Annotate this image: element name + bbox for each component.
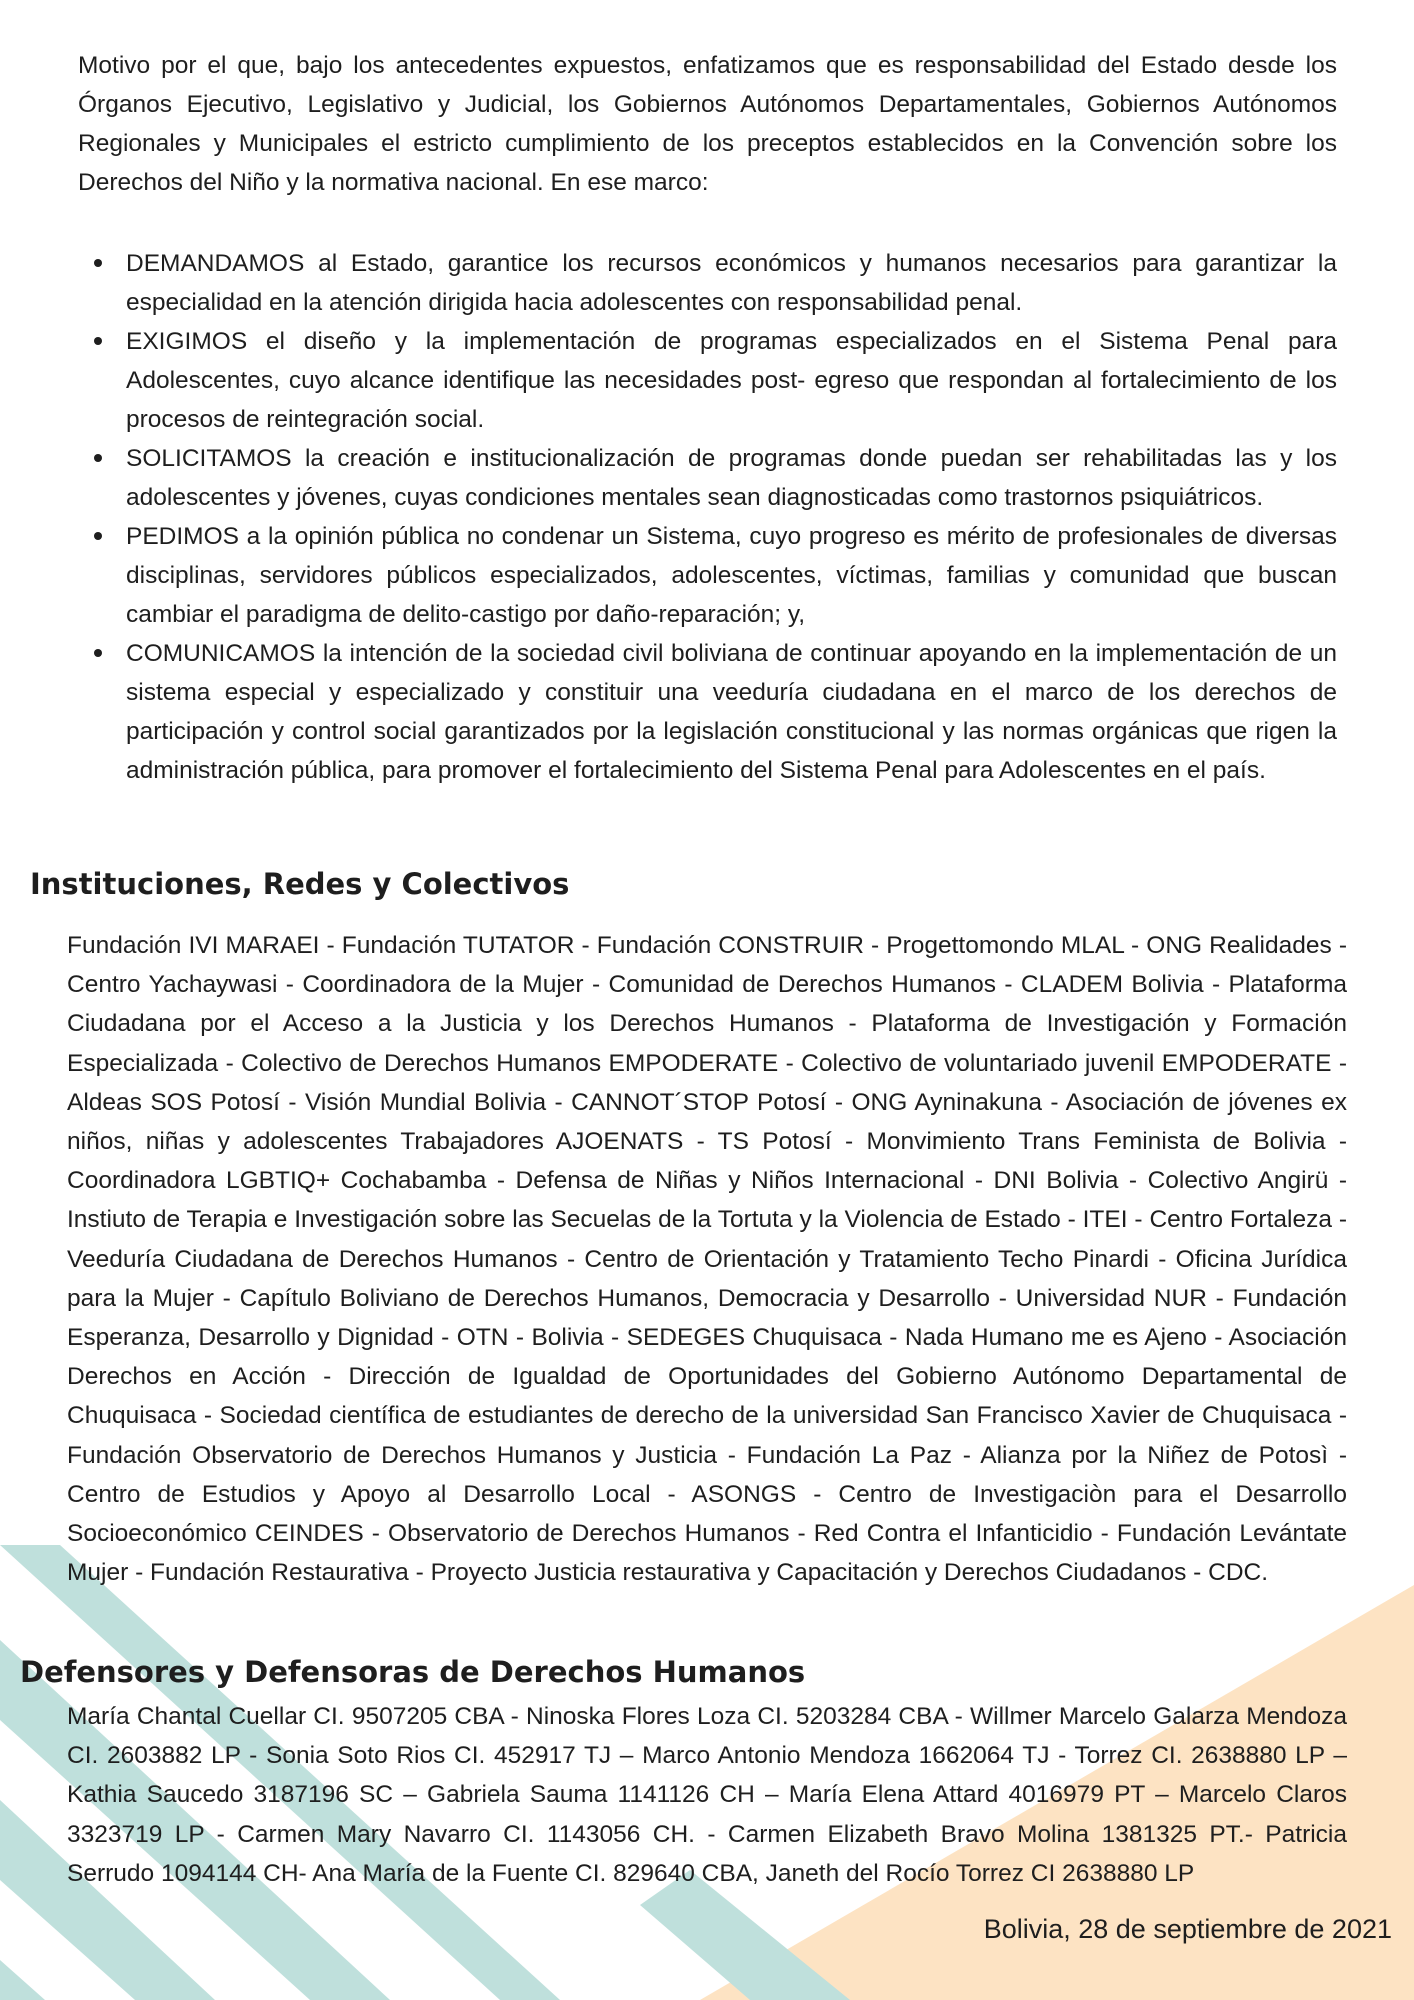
demands-list [78, 244, 1337, 790]
demand-text: EXIGIMOS el diseño y la implementación de programas especializados en el Sistema Penal para Adolescentes, cuyo alcance identifique las necesidades post- egreso que respondan al fortalecimiento de los procesos de reintegración social. [126, 328, 1337, 433]
bullet-icon [94, 454, 102, 462]
defenders-heading: Defensores y Defensoras de Derechos Humanos [20, 1655, 806, 1689]
institutions-heading: Instituciones, Redes y Colectivos [30, 867, 570, 901]
demand-text: SOLICITAMOS la creación e institucionalización de programas donde puedan ser rehabilitadas las y los adolescentes y jóvenes, cuyas condiciones mentales sean diagnosticadas como trastornos psiquiátricos. [126, 445, 1337, 511]
defenders-list-text: María Chantal Cuellar CI. 9507205 CBA - Ninoska Flores Loza CI. 5203284 CBA - Willmer Marcelo Galarza Mendoza CI. 2603882 LP - Sonia Soto Rios CI. 452917 TJ – Marco Antonio Mendoza 1662064 TJ - Torrez CI. 2638880 LP – Kathia Saucedo 3187196 SC – Gabriela Sauma 1141126 CH – María Elena Attard 4016979 PT – Marcelo Claros 3323719 LP - Carmen Mary Navarro CI. 1143056 CH. - Carmen Elizabeth Bravo Molina 1381325 PT.- Patricia Serrudo 1094144 CH- Ana María de la Fuente CI. 829640 CBA, Janeth del Rocío Torrez CI 2638880 LP [67, 1703, 1347, 1887]
list-item [78, 244, 1337, 322]
bullet-icon [94, 259, 102, 267]
bullet-icon [94, 532, 102, 540]
demand-text: COMUNICAMOS la intención de la sociedad civil boliviana de continuar apoyando en la implementación de un sistema especial y especializado y constituir una veeduría ciudadana en el marco de los derechos de participación y control social garantizados por la legislación constitucional y las normas orgánicas que rigen la administración pública, para promover el fortalecimiento del Sistema Penal para Adolescentes en el país. [126, 640, 1337, 784]
intro-paragraph: Motivo por el que, bajo los antecedentes expuestos, enfatizamos que es responsabilidad del Estado desde los Órganos Ejecutivo, Legislativo y Judicial, los Gobiernos Autónomos Departamentales, Gobiernos Autónomos Regionales y Municipales el estricto cumplimiento de los preceptos establecidos en la Convención sobre los Derechos del Niño y la normativa nacional. En ese marco: [78, 52, 1337, 196]
list-item [78, 439, 1337, 517]
demand-text: DEMANDAMOS al Estado, garantice los recursos económicos y humanos necesarios para garantizar la especialidad en la atención dirigida hacia adolescentes con responsabilidad penal. [126, 250, 1337, 316]
list-item [78, 517, 1337, 634]
list-item [78, 634, 1337, 790]
dateline: Bolivia, 28 de septiembre de 2021 [983, 1914, 1392, 1944]
list-item [78, 322, 1337, 439]
demand-text: PEDIMOS a la opinión pública no condenar un Sistema, cuyo progreso es mérito de profesionales de diversas disciplinas, servidores públicos especializados, adolescentes, víctimas, familias y comunidad que buscan cambiar el paradigma de delito-castigo por daño-reparación; y, [126, 523, 1337, 628]
institutions-list-text: Fundación IVI MARAEI - Fundación TUTATOR - Fundación CONSTRUIR - Progettomondo MLAL - ONG Realidades - Centro Yachaywasi - Coordinadora de la Mujer - Comunidad de Derechos Humanos - CLADEM Bolivia - Plataforma Ciudadana por el Acceso a la Justicia y los Derechos Humanos - Plataforma de Investigación y Formación Especializada - Colectivo de Derechos Humanos EMPODERATE - Colectivo de voluntariado juvenil EMPODERATE - Aldeas SOS Potosí - Visión Mundial Bolivia - CANNOT´STOP Potosí - ONG Ayninakuna - Asociación de jóvenes ex niños, niñas y adolescentes Trabajadores AJOENATS - TS Potosí - Monvimiento Trans Feminista de Bolivia - Coordinadora LGBTIQ+ Cochabamba - Defensa de Niñas y Niños Internacional - DNI Bolivia - Colectivo Angirü - Instiuto de Terapia e Investigación sobre las Secuelas de la Tortuta y la Violencia de Estado - ITEI - Centro Fortaleza - Veeduría Ciudadana de Derechos Humanos - Centro de Orientación y Tratamiento Techo Pinardi - Oficina Jurídica para la Mujer - Capítulo Boliviano de Derechos Humanos, Democracia y Desarrollo - Universidad NUR - Fundación Esperanza, Desarrollo y Dignidad - OTN - Bolivia - SEDEGES Chuquisaca - Nada Humano me es Ajeno - Asociación Derechos en Acción - Dirección de Igualdad de Oportunidades del Gobierno Autónomo Departamental de Chuquisaca - Sociedad científica de estudiantes de derecho de la universidad San Francisco Xavier de Chuquisaca - Fundación Observatorio de Derechos Humanos y Justicia - Fundación La Paz - Alianza por la Niñez de Potosì - Centro de Estudios y Apoyo al Desarrollo Local - ASONGS - Centro de Investigaciòn para el Desarrollo Socioeconómico CEINDES - Observatorio de Derechos Humanos - Red Contra el Infanticidio - Fundación Levántate Mujer - Fundación Restaurativa - Proyecto Justicia restaurativa y Capacitación y Derechos Ciudadanos - CDC. [67, 932, 1347, 1587]
bullet-icon [94, 337, 102, 345]
bullet-icon [94, 649, 102, 657]
